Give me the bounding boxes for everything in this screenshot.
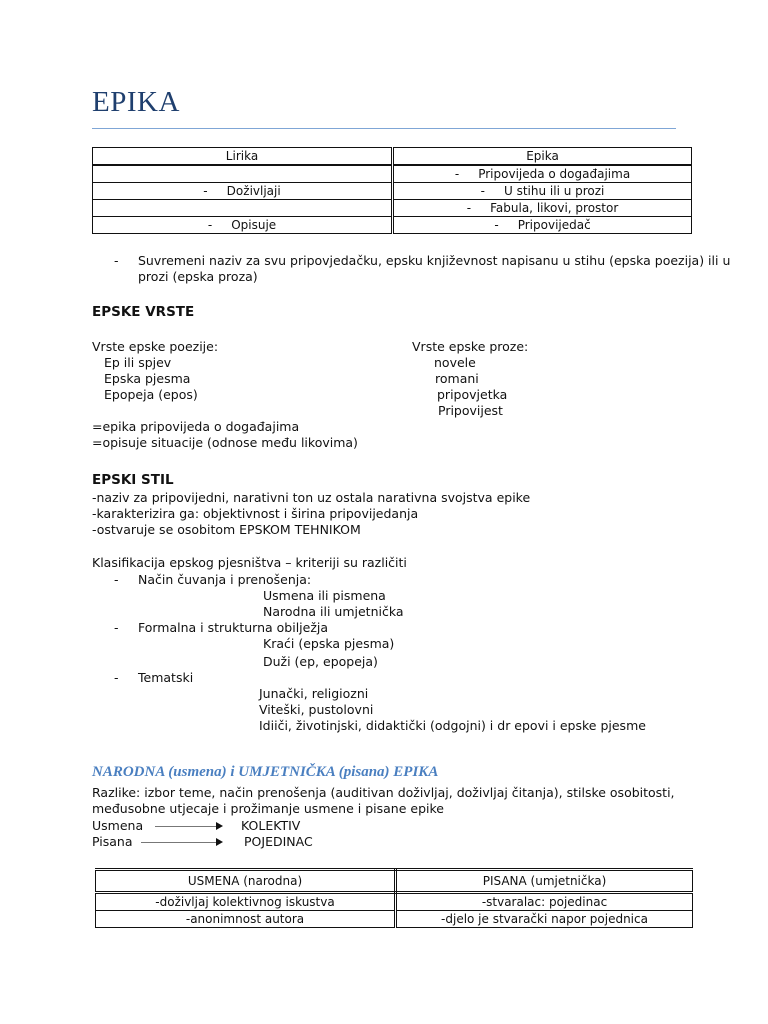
arrow-line — [141, 842, 217, 843]
arrow-right-icon — [216, 822, 223, 830]
klasifikacija-sub: Viteški, pustolovni — [259, 702, 374, 717]
table-header-lirika: Lirika — [93, 148, 393, 166]
klasifikacija-sub: Usmena ili pismena — [263, 588, 386, 603]
note: =opisuje situacije (odnose među likovima) — [92, 435, 358, 450]
page-title: EPIKA — [92, 86, 180, 118]
text-line: -naziv za pripovijedni, narativni ton uz ostala narativna svojstva epike — [92, 490, 531, 505]
section-heading-narodna: NARODNA (usmena) i UMJETNIČKA (pisana) EPIKA — [92, 764, 439, 780]
table-cell: -stvaralac: pojedinac — [396, 893, 693, 911]
bullet-dash: - — [114, 253, 119, 268]
pisana-label: Pisana — [92, 834, 133, 849]
table-row — [93, 217, 692, 234]
usmena-value: KOLEKTIV — [241, 818, 301, 833]
arrow-line — [155, 826, 217, 827]
bullet-text: Suvremeni naziv za svu pripovjedačku, epsku književnost napisanu u stihu (epska poezija) ili u — [138, 253, 731, 268]
klasifikacija-sub: Junački, religiozni — [259, 686, 369, 701]
table-row — [96, 911, 693, 928]
list-item: pripovjetka — [437, 387, 508, 402]
section-heading-epske-vrste: EPSKE VRSTE — [92, 304, 195, 320]
poezija-title: Vrste epske poezije: — [92, 339, 219, 354]
table-header-epika: Epika — [393, 148, 692, 166]
table-cell: - Pripovijeda o događajima — [393, 165, 692, 183]
table-row — [93, 200, 692, 217]
lirika-epika-table — [92, 147, 692, 234]
klasifikacija-sub: Narodna ili umjetnička — [263, 604, 404, 619]
text-line: međusobne utjecaje i prožimanje usmene i pisane epike — [92, 801, 444, 816]
klasifikacija-intro: Klasifikacija epskog pjesništva – kriteriji su različiti — [92, 555, 407, 570]
bullet-dash: - — [114, 572, 119, 587]
list-item: Ep ili spjev — [104, 355, 172, 370]
table-row — [93, 165, 692, 183]
note: =epika pripovijeda o događajima — [92, 419, 300, 434]
table-cell: -doživljaj kolektivnog iskustva — [96, 893, 396, 911]
pisana-value: POJEDINAC — [244, 834, 313, 849]
list-item: romani — [435, 371, 479, 386]
klasifikacija-sub: Kraći (epska pjesma) — [263, 636, 395, 651]
text-line: Razlike: izbor teme, način prenošenja (auditivan doživljaj, doživljaj čitanja), stilske osobitosti, — [92, 785, 675, 800]
klasifikacija-sub: Duži (ep, epopeja) — [263, 654, 378, 669]
table-cell — [93, 200, 393, 217]
proza-title: Vrste epske proze: — [412, 339, 529, 354]
bullet-dash: - — [114, 670, 119, 685]
table-cell: - Pripovijedač — [393, 217, 692, 234]
klasifikacija-item: Tematski — [138, 670, 194, 685]
list-item: novele — [434, 355, 476, 370]
list-item: Epska pjesma — [104, 371, 191, 386]
text-line: -karakterizira ga: objektivnost i širina pripovijedanja — [92, 506, 419, 521]
bullet-dash: - — [114, 620, 119, 635]
table-header-pisana: PISANA (umjetnička) — [396, 870, 693, 893]
table-cell: - Fabula, likovi, prostor — [393, 200, 692, 217]
title-divider — [92, 128, 676, 129]
table-cell: - U stihu ili u prozi — [393, 183, 692, 200]
klasifikacija-sub: Idiiči, životinjski, didaktički (odgojni) i dr epovi i epske pjesme — [259, 718, 646, 733]
table-cell: - Opisuje — [93, 217, 393, 234]
table-cell — [93, 165, 393, 183]
table-row — [96, 893, 693, 911]
usmena-label: Usmena — [92, 818, 144, 833]
klasifikacija-item: Način čuvanja i prenošenja: — [138, 572, 312, 587]
text-line: -ostvaruje se osobitom EPSKOM TEHNIKOM — [92, 522, 361, 537]
table-cell: -anonimnost autora — [96, 911, 396, 928]
table-cell: - Doživljaji — [93, 183, 393, 200]
table-header-usmena: USMENA (narodna) — [96, 870, 396, 893]
klasifikacija-item: Formalna i strukturna obilježja — [138, 620, 329, 635]
arrow-right-icon — [216, 838, 223, 846]
list-item: Epopeja (epos) — [104, 387, 198, 402]
table-cell: -djelo je stvarački napor pojednica — [396, 911, 693, 928]
usmena-pisana-table — [95, 868, 693, 928]
section-heading-epski-stil: EPSKI STIL — [92, 472, 174, 488]
table-row — [93, 183, 692, 200]
list-item: Pripovijest — [438, 403, 503, 418]
bullet-text: prozi (epska proza) — [138, 269, 258, 284]
